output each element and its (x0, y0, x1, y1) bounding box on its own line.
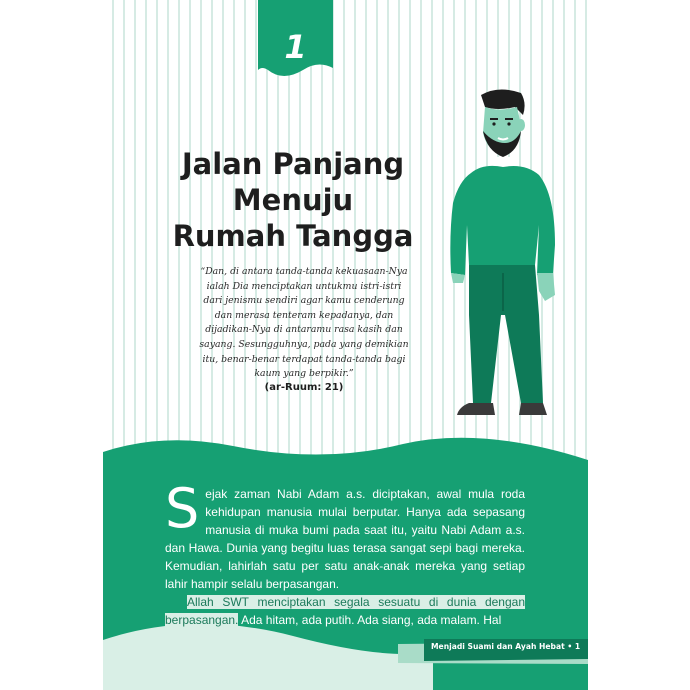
quote-reference: (ar-Ruum: 21) (264, 382, 344, 393)
paragraph-2-rest: Ada hitam, ada putih. Ada siang, ada malam. Hal (238, 613, 502, 627)
quote-line: ialah Dia menciptakan untukmu istri-istri (206, 280, 402, 292)
title-line: Rumah Tangga (172, 219, 414, 253)
paragraph-2 (165, 593, 525, 629)
book-page (103, 0, 588, 690)
man-illustration (443, 85, 563, 420)
quote-line: dijadikan-Nya di antaramu rasa kasih dan (205, 324, 403, 336)
highlighted-sentence: Allah SWT menciptakan segala sesuatu di dunia dengan berpasangan. (165, 595, 525, 627)
drop-cap: S (165, 477, 200, 540)
chapter-title (163, 146, 423, 254)
body-text (165, 477, 525, 629)
chapter-number: 1 (284, 28, 307, 66)
quote-line: dan merasa tenteram kepadanya, dan (214, 309, 394, 321)
quote-line: dari jenismu sendiri agar kamu cenderung (203, 295, 405, 307)
quote-line: “Dan, di antara tanda-tanda kekuasaan-Nya (200, 266, 408, 277)
footer-label: Menjadi Suami dan Ayah Hebat • 1 (431, 642, 581, 651)
paragraph-1: ejak zaman Nabi Adam a.s. diciptakan, awal mula roda kehidupan manusia mulai berputar. Hanya ada sepasang manusia di muka bumi pada saat itu, yaitu Nabi Adam a.s. dan Hawa. Dunia yang begitu luas terasa sangat sepi bagi mereka. Kemudian, lahirlah satu per satu anak-anak mereka yang setiap lahir hampir selalu berpasangan. (165, 487, 525, 591)
title-line: Jalan Panjang (181, 147, 405, 181)
quran-quote (181, 265, 427, 382)
quote-line: itu, benar-benar terdapat tanda-tanda bagi (202, 353, 406, 365)
quote-line: sayang. Sesungguhnya, pada yang demikian (199, 338, 409, 350)
quote-line: kaum yang berpikir.” (254, 368, 354, 380)
title-line: Menuju (232, 183, 354, 217)
